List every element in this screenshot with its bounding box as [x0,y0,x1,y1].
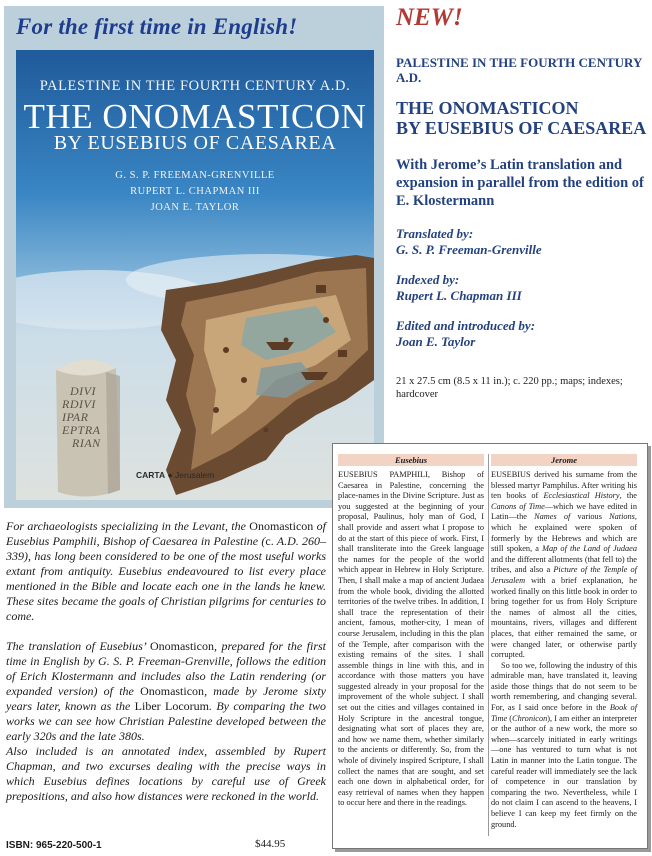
new-label: NEW! [396,4,463,31]
left-headline: For the first time in English! [16,14,298,39]
cover-authors [16,168,374,216]
publisher-dot-icon: ● [167,470,173,480]
text-run: Book of Time [491,703,637,723]
text-run: EUSEBIUS derived his surname from the blessed martyr Pamphilus. After writing his ten books of [491,470,637,501]
intro-paragraph: Also included is an annotated index, assembled by Rupert Chapman, and two excurses dealing with the precise ways in which Eusebius defines locations by careful use of Greek prepositions, and also how distances were reckoned in the world. [6,744,326,803]
text-run: For archaeologists specializing in the Levant, the [6,519,250,533]
book-specs: 21 x 27.5 cm (8.5 x 11 in.); c. 220 pp.; maps; indexes; hardcover [396,376,623,400]
text-run: Map of the Land of Judaea [542,544,637,554]
text-run: Liber Locorum [134,699,209,713]
book-description: With Jerome’s Latin translation and expansion in parallel from the edition of E. Klostermann [396,157,644,209]
intro-paragraph [6,639,326,744]
inscription-line: RDIVI [62,397,96,411]
text-run: Onomasticon [140,684,205,698]
text-run: various [570,512,610,522]
text-run: , the [619,491,637,501]
book-cover [16,50,374,500]
text-run: with a brief explanation, he worked finally on this little book in order to bring together for us from Holy Scripture the names of almost all the cities, mountains, rivers, villages and different places, that either remained the same, or were changed later, or otherwise partly corrupted. [491,575,637,660]
text-run: Names of [534,512,571,522]
text-run: Chronicon [512,713,548,723]
inscription-line: DIVI [70,384,96,398]
text-run: —which we have edited in Latin—the [491,501,637,522]
credit-translated [396,226,648,258]
publisher-logo [136,470,214,480]
publisher-mark: CARTA [136,470,166,480]
cover-subtitle: BY EUSEBIUS OF CAESAREA [53,132,337,154]
text-run: Onomasticon [249,519,314,533]
column-heading: Jerome [491,454,637,466]
column-inscription [62,385,118,450]
cover-author: JOAN E. TAYLOR [150,202,240,213]
price: $44.95 [255,838,286,850]
credit-edited [396,318,648,350]
text-run: , prepared for the first time in English by G. S. P. Freeman-Grenville, follows the edition of Erich Klostermann and includes also the Latin rendering (or expanded version) of the [6,639,326,698]
credit-role: Translated by: [396,226,474,241]
credit-indexed [396,272,648,304]
text-run: . By comparing the two works we can see how Christian Palestine developed between the early 320s and the late 380s. [6,699,326,743]
intro-paragraph [6,519,326,624]
credit-name: Joan E. Taylor [396,334,476,349]
cover-author: RUPERT L. CHAPMAN III [130,186,260,197]
excerpt-box [332,443,648,849]
text-run: Nations [609,512,635,522]
cover-author: G. S. P. FREEMAN-GRENVILLE [115,170,275,181]
column-divider [488,454,489,836]
text-run: of Eusebius Pamphili, Bishop of Caesarea in Palestine ( [6,519,326,548]
credit-name: Rupert L. Chapman III [396,288,522,303]
text-run: ), I am either an interpreter or the author of a new work, the more so when—scarcely initiated in early writings—one has ventured to turn what is not Latin in manner into the Latin tongue. The careful reader will immediately see the lack of competence in our translation by comparing the two. Nevertheless, while I do not claim I can ascend to the heavens, I believe I can keep my feet firmly on the ground. [491,713,638,829]
credit-role: Edited and introduced by: [396,318,536,333]
isbn: ISBN: 965-220-500-1 [6,840,102,851]
series-title: PALESTINE IN THE FOURTH CENTURY A.D. [396,55,642,85]
eusebius-text: EUSEBIUS PAMPHILI, Bishop of Caesarea in Palestine, concerning the place-names in the Divine Scripture. Just as you suggested at the beginning of your proposal, Paulinus, holy man of God, I shall provide and assert what I propose to do at the start of this piece of work. First, I shall transliterate into the Greek language the names for the people of the world which appear in Hebrew in Holy Scripture. Then, I shall make a map of ancient Judaea from the whole book, dividing the allotted territories of the twelve tribes. In addition, I shall trace the representation of their ancient, famous, mother-city, I mean of course Jerusalem, including in this the plan of the Temple, after comparison with the existing remains of the sites. I shall assemble things in line with this, and in accordance with those matters you have suggested already in your proposal for the improvement of the whole subject. I shall set out the cities and villages contained in Holy Scripture in the ancestral tongue, designating what sort of places they are, and how we name them, whether similarly to the ancients or differently. So, from the whole of divinely inspired Scripture, I shall collect the names that are sought, and set each one down in alphabetical order, for easy retrieval of names when they happen to occur here and there in the readings. [338,470,484,808]
book-title-line: BY EUSEBIUS OF CAESAREA [396,118,647,138]
text-run: So too we, following the industry of this admirable man, have translated it, leaving aside those things that do not seem to be worth remembering, and changing several. For, as I said once before in the [491,660,637,713]
jerome-text [491,470,637,661]
text-run: c. [265,534,274,548]
jerome-column [491,454,637,830]
credit-role: Indexed by: [396,272,460,287]
text-run: The translation of Eusebius’ [6,639,150,653]
inscription-line: IPAR [62,410,89,424]
text-run: Canons of Time [491,501,545,511]
book-title-line: THE ONOMASTICON [396,98,579,118]
text-run: and the different allotments (that fell to) the tribes, and also a [491,554,637,575]
inscription-line: EPTRA [62,423,101,437]
text-run: A.D. 260–339), has long been considered to be one of the most useful works extant from antiquity. Eusebius endeavoured to list every place mentioned in the Bible and locate each one in the lands he knew. These sites became the goals of Christian pilgrims for centuries to come. [6,534,327,623]
text-run: , made by Jerome sixty years later, known as the [6,684,326,713]
text-run: Onomasticon [149,639,214,653]
jerome-text [491,661,637,831]
text-run: Ecclesiastical History [543,491,620,501]
column-heading: Eusebius [338,454,484,466]
text-run: Picture of the Temple of Jerusalem [491,565,637,585]
eusebius-column [338,454,484,809]
publisher-city: Jerusalem [175,470,215,480]
book-title [396,98,648,138]
cover-series-title: PALESTINE IN THE FOURTH CENTURY A.D. [39,78,351,94]
text-run: ( [507,713,513,723]
credit-name: G. S. P. Freeman-Grenville [396,242,542,257]
cover-title: THE ONOMASTICON [23,97,367,136]
text-run: , which he explained were spoken of formerly by the Hebrews and which are still spoken, a [491,512,637,554]
inscription-line: RIAN [72,436,101,450]
